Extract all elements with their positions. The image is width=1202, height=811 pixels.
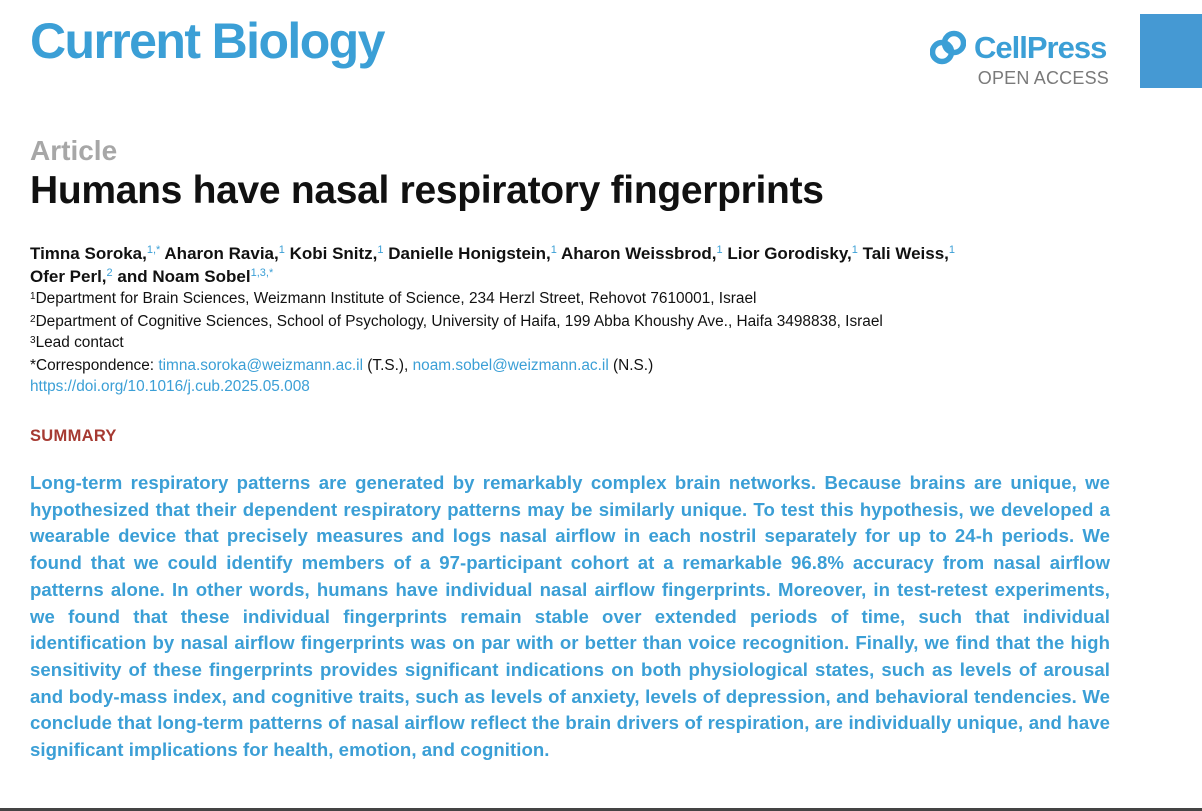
author: Lior Gorodisky,$^1$ <box>727 244 858 263</box>
publisher-badge <box>930 30 1110 92</box>
author: Danielle Honigstein,$^1$ <box>388 244 557 263</box>
author-affiliation-marker: 1,3,* <box>250 267 274 279</box>
author-affiliation-marker: 1 <box>550 244 557 256</box>
author-affiliation-marker: 1 <box>278 244 285 256</box>
author-affiliation-marker: 1 <box>716 244 723 256</box>
article-type: Article <box>30 135 118 166</box>
author: and Noam Sobel$^{1,3,*}$ <box>117 267 274 286</box>
affiliation-2: $^2$Department of Cognitive Sciences, School of Psychology, University of Haifa, 199 Abba Khoushy Ave., Haifa 3498838, Israel <box>30 313 883 330</box>
author: Aharon Weissbrod,$^1$ <box>560 244 723 263</box>
author-affiliation-marker: 1 <box>377 244 384 256</box>
journal-title: Current Biology <box>30 13 384 69</box>
author: Tali Weiss,$^1$ <box>862 244 956 263</box>
lead-contact: $^3$Lead contact <box>30 334 124 351</box>
email-link-noam[interactable]: noam.sobel@weizmann.ac.il <box>412 357 609 374</box>
summary-text: Long-term respiratory patterns are generated by remarkably complex brain networks. Because brains are unique, we hypothesized that their dependent respiratory patterns may be similarly unique. To test this hypothesis, we developed a wearable device that precisely measures and logs nasal airflow in each nostril separately for up to 24-h periods. We found that we could identify members of a 97-participant cohort at a remarkable 96.8% accuracy from nasal airflow patterns alone. In other words, humans have individual nasal airflow fingerprints. Moreover, in test-retest experiments, we found that these individual fingerprints remain stable over extended periods of time, such that individual identification by nasal airflow fingerprints was on par with or better than voice recognition. Finally, we find that the high sensitivity of these fingerprints provides significant indications on both physiological states, such as levels of arousal and body-mass index, and cognitive traits, such as levels of anxiety, levels of depression, and behavioral tendencies. We conclude that long-term patterns of nasal airflow reflect the brain drivers of respiration, are individually unique, and have significant implications for health, emotion, and cognition. <box>30 472 1110 761</box>
publisher-name: CellPress <box>974 30 1107 65</box>
corner-color-block <box>1140 14 1202 88</box>
open-access-label: OPEN ACCESS <box>977 68 1109 88</box>
author-affiliation-marker: 1 <box>851 244 858 256</box>
author: Timna Soroka,$^{1,*}$ <box>30 244 161 263</box>
article-title: Humans have nasal respiratory fingerprints <box>30 169 824 212</box>
summary-heading: SUMMARY <box>30 427 117 445</box>
author-affiliation-marker: 1,* <box>146 244 161 256</box>
author-affiliation-marker: 1 <box>948 244 956 256</box>
correspondence: *Correspondence: timna.soroka@weizmann.ac.il (T.S.), noam.sobel@weizmann.ac.il (N.S.) <box>30 357 654 374</box>
author-list <box>30 242 1110 288</box>
author: Aharon Ravia,$^1$ <box>164 244 285 263</box>
affiliation-1: $^1$Department for Brain Sciences, Weizmann Institute of Science, 234 Herzl Street, Rehovot 7610001, Israel <box>30 290 757 307</box>
author-affiliation-marker: 2 <box>106 267 113 279</box>
doi-link[interactable]: https://doi.org/10.1016/j.cub.2025.05.008 <box>30 378 310 395</box>
email-link-timna[interactable]: timna.soroka@weizmann.ac.il <box>158 357 364 374</box>
author: Ofer Perl,$^2$ <box>30 267 113 286</box>
author: Kobi Snitz,$^1$ <box>289 244 384 263</box>
cellpress-logo-icon <box>930 30 966 66</box>
